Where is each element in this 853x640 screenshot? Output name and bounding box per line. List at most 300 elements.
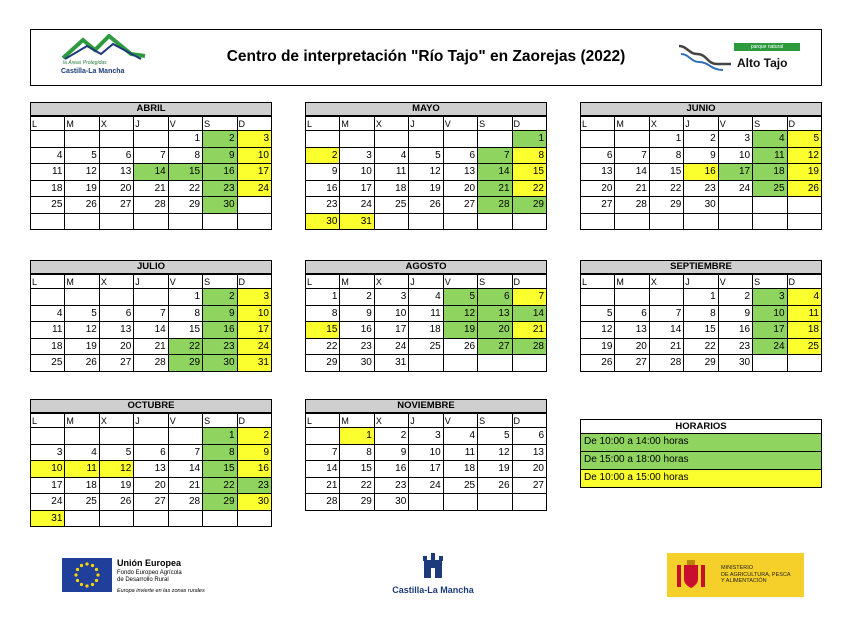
day-cell: 1 xyxy=(340,428,374,445)
day-name: D xyxy=(787,117,821,131)
day-cell: 25 xyxy=(65,494,99,511)
week-row xyxy=(31,444,272,461)
day-cell: 15 xyxy=(306,322,340,339)
day-cell: 12 xyxy=(99,461,133,478)
page-title: Centro de interpretación "Río Tajo" en Zaorejas (2022) xyxy=(226,48,626,65)
day-cell: 6 xyxy=(134,444,168,461)
day-name: V xyxy=(168,414,202,428)
day-cell: 15 xyxy=(168,164,202,181)
month-title: AGOSTO xyxy=(305,260,547,274)
day-cell xyxy=(203,510,237,527)
day-cell: 5 xyxy=(443,289,477,306)
week-row xyxy=(31,197,272,214)
day-cell: 13 xyxy=(615,322,649,339)
day-cell: 24 xyxy=(31,494,65,511)
day-cell: 15 xyxy=(649,164,683,181)
day-cell xyxy=(306,428,340,445)
week-row xyxy=(31,213,272,230)
day-name: L xyxy=(31,275,65,289)
week-row xyxy=(31,428,272,445)
day-name: S xyxy=(753,117,787,131)
day-cell xyxy=(237,197,271,214)
day-cell xyxy=(615,131,649,148)
ministry-line1: MINISTERIO xyxy=(721,565,754,571)
day-cell xyxy=(787,213,821,230)
week-row xyxy=(31,477,272,494)
day-cell xyxy=(443,213,477,230)
day-cell: 3 xyxy=(237,289,271,306)
day-cell: 7 xyxy=(134,305,168,322)
day-cell: 3 xyxy=(31,444,65,461)
day-cell: 10 xyxy=(374,305,408,322)
day-cell xyxy=(512,494,546,511)
day-cell xyxy=(443,131,477,148)
day-cell: 24 xyxy=(753,338,787,355)
day-cell xyxy=(753,355,787,372)
day-cell: 4 xyxy=(753,131,787,148)
day-cell: 19 xyxy=(65,180,99,197)
day-cell: 30 xyxy=(306,213,340,230)
day-cell xyxy=(581,289,615,306)
day-name: X xyxy=(374,275,408,289)
day-cell: 21 xyxy=(306,477,340,494)
month-agosto xyxy=(305,260,547,372)
day-name: J xyxy=(409,117,443,131)
day-cell xyxy=(478,355,512,372)
day-cell: 22 xyxy=(340,477,374,494)
week-row xyxy=(31,289,272,306)
day-cell: 12 xyxy=(581,322,615,339)
day-name: D xyxy=(237,414,271,428)
day-cell: 26 xyxy=(409,197,443,214)
day-cell: 16 xyxy=(203,164,237,181)
day-cell: 13 xyxy=(99,322,133,339)
day-cell xyxy=(409,213,443,230)
day-name: L xyxy=(31,117,65,131)
day-name: S xyxy=(203,414,237,428)
day-cell: 19 xyxy=(99,477,133,494)
week-row xyxy=(31,461,272,478)
day-cell: 16 xyxy=(684,164,718,181)
day-cell: 19 xyxy=(65,338,99,355)
day-cell xyxy=(31,428,65,445)
day-cell: 18 xyxy=(31,180,65,197)
day-cell: 30 xyxy=(237,494,271,511)
logo-right-tag: parque natural xyxy=(734,43,800,51)
day-name: J xyxy=(134,275,168,289)
month-junio xyxy=(580,102,822,230)
day-cell xyxy=(374,213,408,230)
week-row xyxy=(31,305,272,322)
day-cell xyxy=(581,213,615,230)
day-cell: 20 xyxy=(478,322,512,339)
day-name: S xyxy=(203,275,237,289)
day-cell: 26 xyxy=(443,338,477,355)
day-cell: 25 xyxy=(31,197,65,214)
week-row xyxy=(581,180,822,197)
day-name: X xyxy=(649,275,683,289)
day-cell: 19 xyxy=(409,180,443,197)
day-cell: 1 xyxy=(168,289,202,306)
day-cell: 12 xyxy=(787,147,821,164)
week-row xyxy=(306,305,547,322)
day-cell: 18 xyxy=(753,164,787,181)
day-cell: 4 xyxy=(374,147,408,164)
day-cell: 26 xyxy=(99,494,133,511)
month-title: OCTUBRE xyxy=(30,399,272,413)
horario-row-1: De 10:00 a 14:00 horas xyxy=(580,434,822,452)
day-name: S xyxy=(203,117,237,131)
day-cell xyxy=(65,510,99,527)
day-cell: 7 xyxy=(615,147,649,164)
day-cell: 14 xyxy=(134,322,168,339)
day-cell: 18 xyxy=(374,180,408,197)
day-cell: 29 xyxy=(306,355,340,372)
day-cell xyxy=(478,131,512,148)
day-cell: 8 xyxy=(168,305,202,322)
day-cell xyxy=(787,355,821,372)
day-cell xyxy=(31,289,65,306)
day-cell xyxy=(237,510,271,527)
day-cell: 28 xyxy=(134,355,168,372)
day-cell: 19 xyxy=(443,322,477,339)
day-cell xyxy=(787,197,821,214)
day-cell: 16 xyxy=(306,180,340,197)
day-cell: 23 xyxy=(340,338,374,355)
day-cell xyxy=(65,213,99,230)
day-cell: 5 xyxy=(478,428,512,445)
day-cell: 26 xyxy=(478,477,512,494)
day-cell: 17 xyxy=(718,164,752,181)
day-cell: 20 xyxy=(134,477,168,494)
logo-right-name: Alto Tajo xyxy=(737,56,788,70)
day-cell: 2 xyxy=(340,289,374,306)
day-cell: 2 xyxy=(203,289,237,306)
day-cell: 18 xyxy=(65,477,99,494)
week-row xyxy=(31,510,272,527)
day-cell xyxy=(99,131,133,148)
day-cell: 29 xyxy=(684,355,718,372)
week-row xyxy=(581,213,822,230)
day-cell xyxy=(443,355,477,372)
day-cell: 17 xyxy=(31,477,65,494)
day-cell: 22 xyxy=(168,338,202,355)
eu-title: Unión Europea xyxy=(117,558,182,568)
day-cell: 23 xyxy=(237,477,271,494)
day-cell xyxy=(443,494,477,511)
day-cell: 7 xyxy=(512,289,546,306)
day-cell: 27 xyxy=(443,197,477,214)
day-cell: 28 xyxy=(478,197,512,214)
week-row xyxy=(31,338,272,355)
day-cell: 1 xyxy=(168,131,202,148)
day-cell: 5 xyxy=(409,147,443,164)
day-cell: 10 xyxy=(340,164,374,181)
day-cell xyxy=(237,213,271,230)
day-cell: 31 xyxy=(31,510,65,527)
day-name: M xyxy=(65,414,99,428)
week-row xyxy=(31,494,272,511)
week-row xyxy=(306,428,547,445)
day-name: L xyxy=(31,414,65,428)
day-cell: 10 xyxy=(409,444,443,461)
day-name: V xyxy=(443,275,477,289)
day-cell: 6 xyxy=(99,147,133,164)
week-row xyxy=(306,180,547,197)
day-cell: 9 xyxy=(340,305,374,322)
day-cell xyxy=(340,131,374,148)
day-cell: 3 xyxy=(753,289,787,306)
day-cell: 26 xyxy=(581,355,615,372)
day-cell: 25 xyxy=(374,197,408,214)
day-cell: 27 xyxy=(581,197,615,214)
week-row xyxy=(581,355,822,372)
day-cell: 9 xyxy=(718,305,752,322)
day-cell: 2 xyxy=(306,147,340,164)
day-cell: 10 xyxy=(753,305,787,322)
day-name: L xyxy=(306,414,340,428)
day-name: M xyxy=(65,117,99,131)
eu-line1: Fondo Europeo Agrícola xyxy=(117,570,182,576)
clm-label: Castilla-La Mancha xyxy=(392,585,474,595)
week-row xyxy=(31,131,272,148)
day-cell: 15 xyxy=(512,164,546,181)
day-cell: 9 xyxy=(203,305,237,322)
day-cell: 27 xyxy=(478,338,512,355)
day-cell: 16 xyxy=(374,461,408,478)
day-cell xyxy=(409,131,443,148)
day-name: M xyxy=(615,275,649,289)
day-name: V xyxy=(168,275,202,289)
day-cell: 25 xyxy=(31,355,65,372)
month-title: ABRIL xyxy=(30,102,272,116)
day-cell: 10 xyxy=(237,147,271,164)
day-cell: 28 xyxy=(512,338,546,355)
day-cell: 22 xyxy=(168,180,202,197)
day-cell xyxy=(134,213,168,230)
month-title: SEPTIEMBRE xyxy=(580,260,822,274)
day-cell: 7 xyxy=(649,305,683,322)
spain-coat-of-arms-icon xyxy=(675,559,707,591)
day-cell: 14 xyxy=(512,305,546,322)
day-cell: 3 xyxy=(718,131,752,148)
day-cell: 3 xyxy=(374,289,408,306)
day-name: M xyxy=(615,117,649,131)
day-cell: 18 xyxy=(787,322,821,339)
day-cell: 11 xyxy=(409,305,443,322)
month-grid xyxy=(30,413,272,527)
week-row xyxy=(581,164,822,181)
ministerio-logo xyxy=(667,553,804,597)
ministry-text xyxy=(721,565,791,585)
day-cell: 13 xyxy=(581,164,615,181)
day-cell: 24 xyxy=(718,180,752,197)
week-row xyxy=(581,305,822,322)
day-cell: 6 xyxy=(615,305,649,322)
day-cell: 26 xyxy=(65,197,99,214)
day-cell: 7 xyxy=(168,444,202,461)
day-name: J xyxy=(409,275,443,289)
day-cell: 28 xyxy=(306,494,340,511)
month-octubre xyxy=(30,399,272,527)
day-name: X xyxy=(374,117,408,131)
day-name: X xyxy=(99,275,133,289)
week-row xyxy=(306,355,547,372)
day-name: V xyxy=(718,275,752,289)
day-cell: 8 xyxy=(512,147,546,164)
day-cell xyxy=(649,213,683,230)
day-cell xyxy=(168,428,202,445)
day-cell: 17 xyxy=(237,322,271,339)
day-name: S xyxy=(753,275,787,289)
day-cell: 6 xyxy=(443,147,477,164)
day-cell: 23 xyxy=(684,180,718,197)
eu-line3: Europa invierte en las zonas rurales xyxy=(117,588,205,594)
day-cell xyxy=(478,494,512,511)
day-cell: 19 xyxy=(787,164,821,181)
eu-logo-block xyxy=(62,556,242,596)
day-cell: 15 xyxy=(684,322,718,339)
day-cell: 20 xyxy=(99,338,133,355)
day-name: J xyxy=(684,117,718,131)
day-cell: 12 xyxy=(478,444,512,461)
day-cell: 2 xyxy=(718,289,752,306)
day-cell xyxy=(718,213,752,230)
day-cell: 4 xyxy=(31,305,65,322)
day-cell: 27 xyxy=(99,355,133,372)
day-cell: 2 xyxy=(684,131,718,148)
day-cell: 13 xyxy=(134,461,168,478)
day-name: X xyxy=(374,414,408,428)
day-cell: 5 xyxy=(581,305,615,322)
day-cell: 14 xyxy=(478,164,512,181)
day-cell: 17 xyxy=(753,322,787,339)
day-name: M xyxy=(340,414,374,428)
horario-row-3: De 10:00 a 15:00 horas xyxy=(580,470,822,488)
day-name: V xyxy=(443,117,477,131)
day-name: S xyxy=(478,275,512,289)
day-cell: 25 xyxy=(409,338,443,355)
day-cell xyxy=(615,289,649,306)
day-cell: 9 xyxy=(684,147,718,164)
day-cell: 17 xyxy=(237,164,271,181)
day-cell xyxy=(134,510,168,527)
month-title: NOVIEMBRE xyxy=(305,399,547,413)
day-cell: 10 xyxy=(237,305,271,322)
day-name: V xyxy=(443,414,477,428)
day-name: J xyxy=(134,117,168,131)
day-cell: 24 xyxy=(237,180,271,197)
day-name: L xyxy=(581,275,615,289)
day-name: X xyxy=(99,414,133,428)
castle-crest-icon xyxy=(421,552,445,582)
day-cell xyxy=(99,510,133,527)
day-cell: 24 xyxy=(340,197,374,214)
week-row xyxy=(31,147,272,164)
week-row xyxy=(31,322,272,339)
day-name: S xyxy=(478,117,512,131)
week-row xyxy=(306,494,547,511)
day-cell: 15 xyxy=(340,461,374,478)
day-cell xyxy=(684,213,718,230)
day-cell: 30 xyxy=(684,197,718,214)
day-cell xyxy=(718,197,752,214)
day-cell xyxy=(65,428,99,445)
day-cell: 8 xyxy=(203,444,237,461)
day-cell: 11 xyxy=(787,305,821,322)
day-cell: 21 xyxy=(649,338,683,355)
month-grid xyxy=(305,413,547,511)
day-cell: 7 xyxy=(478,147,512,164)
week-row xyxy=(31,355,272,372)
day-name: D xyxy=(512,275,546,289)
day-name: V xyxy=(168,117,202,131)
day-cell: 6 xyxy=(478,289,512,306)
day-cell xyxy=(99,289,133,306)
day-cell: 14 xyxy=(134,164,168,181)
day-cell: 7 xyxy=(134,147,168,164)
month-grid xyxy=(30,274,272,372)
day-cell: 8 xyxy=(306,305,340,322)
day-cell: 30 xyxy=(340,355,374,372)
day-cell: 26 xyxy=(65,355,99,372)
day-cell: 22 xyxy=(203,477,237,494)
day-cell: 24 xyxy=(237,338,271,355)
day-cell: 29 xyxy=(203,494,237,511)
day-cell: 16 xyxy=(237,461,271,478)
day-cell: 23 xyxy=(374,477,408,494)
logo-left-line1: la Áreas Protegidas xyxy=(63,60,107,66)
day-cell xyxy=(615,213,649,230)
day-name: L xyxy=(306,117,340,131)
day-cell: 9 xyxy=(203,147,237,164)
month-julio xyxy=(30,260,272,372)
day-cell: 23 xyxy=(718,338,752,355)
day-name: M xyxy=(340,117,374,131)
day-cell: 29 xyxy=(168,355,202,372)
day-cell: 2 xyxy=(374,428,408,445)
day-cell: 1 xyxy=(684,289,718,306)
day-name: D xyxy=(512,414,546,428)
day-cell: 20 xyxy=(99,180,133,197)
day-cell: 10 xyxy=(31,461,65,478)
day-cell: 29 xyxy=(168,197,202,214)
day-cell xyxy=(203,213,237,230)
day-cell: 8 xyxy=(168,147,202,164)
week-row xyxy=(581,147,822,164)
week-row xyxy=(306,131,547,148)
week-row xyxy=(581,131,822,148)
day-cell xyxy=(134,131,168,148)
day-cell: 6 xyxy=(512,428,546,445)
week-row xyxy=(31,180,272,197)
day-cell: 21 xyxy=(478,180,512,197)
day-cell xyxy=(753,197,787,214)
alto-tajo-logo xyxy=(677,40,807,80)
day-cell: 2 xyxy=(237,428,271,445)
day-cell: 4 xyxy=(787,289,821,306)
day-cell: 11 xyxy=(753,147,787,164)
header-box xyxy=(30,29,822,86)
day-name: X xyxy=(99,117,133,131)
day-cell: 6 xyxy=(99,305,133,322)
day-name: L xyxy=(581,117,615,131)
day-cell: 12 xyxy=(65,164,99,181)
day-name: V xyxy=(718,117,752,131)
week-row xyxy=(306,477,547,494)
day-cell: 30 xyxy=(203,197,237,214)
day-cell: 21 xyxy=(134,180,168,197)
